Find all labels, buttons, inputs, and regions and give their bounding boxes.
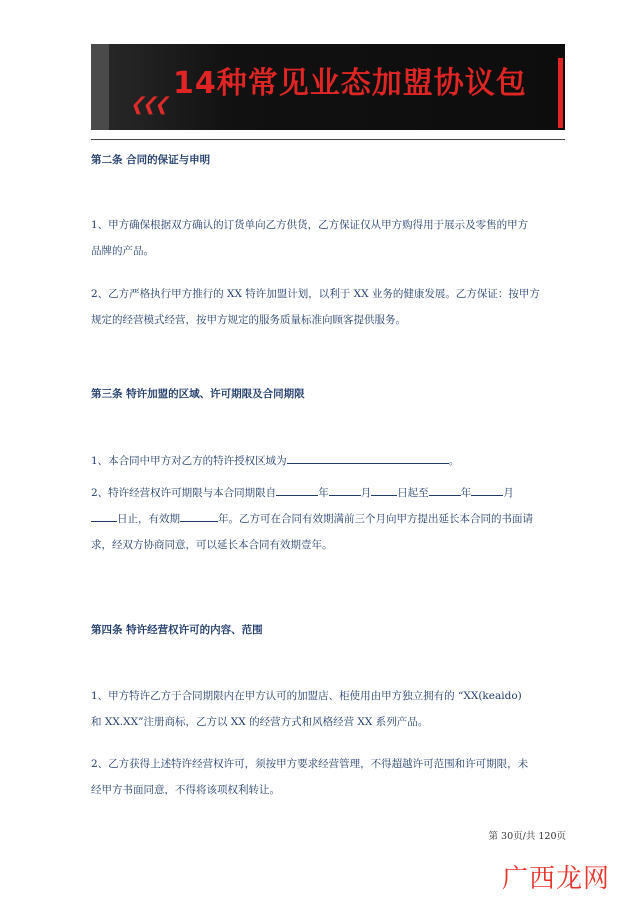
text-line: 经甲方书面同意，不得将该项权利转让。 bbox=[91, 784, 280, 796]
start-day-blank[interactable] bbox=[371, 484, 397, 496]
text-line: 品牌的产品。 bbox=[91, 245, 154, 257]
text-segment: 。 bbox=[448, 455, 460, 467]
text-line bbox=[91, 506, 567, 532]
text-line: 1、甲方特许乙方于合同期限内在甲方认可的加盟店、柜使用由甲方独立拥有的 “XX(keaido) bbox=[91, 690, 522, 702]
text-segment: 月 bbox=[360, 487, 372, 499]
page-number: 第 30页/共 120页 bbox=[488, 831, 566, 842]
section-3-paragraph-1 bbox=[91, 448, 567, 474]
text-segment: 年 bbox=[318, 487, 329, 499]
text-segment: 月 bbox=[503, 487, 514, 499]
start-month-blank[interactable] bbox=[329, 484, 361, 496]
text-line: 2、乙方严格执行甲方推行的 XX 特许加盟计划，以利于 XX 业务的健康发展。乙方保证：按甲方 bbox=[91, 288, 540, 300]
text-line: 规定的经营模式经营，按甲方规定的服务质量标准向顾客提供服务。 bbox=[91, 314, 406, 326]
section-2-paragraph-1 bbox=[91, 212, 567, 264]
text-segment: 日起至 bbox=[397, 487, 429, 499]
section-3-paragraph-2 bbox=[91, 480, 567, 558]
watermark-logo: 广西龙网 bbox=[501, 864, 610, 894]
header-banner bbox=[91, 44, 565, 130]
territory-blank[interactable] bbox=[287, 452, 449, 464]
validity-years-blank[interactable] bbox=[180, 510, 218, 522]
start-year-blank[interactable] bbox=[276, 484, 318, 496]
chevrons-icon: ❮❮❮ bbox=[128, 94, 171, 115]
text-line bbox=[91, 480, 567, 506]
text-line bbox=[91, 448, 567, 474]
section-3-heading: 第三条 特许加盟的区域、许可期限及合同期限 bbox=[91, 388, 305, 400]
banner-left-accent bbox=[91, 44, 109, 130]
text-segment: 年。乙方可在合同有效期满前三个月向甲方提出延长本合同的书面请 bbox=[218, 513, 533, 525]
text-segment: 2、特许经营权许可期限与本合同期限自 bbox=[91, 487, 277, 499]
text-line: 求，经双方协商同意，可以延长本合同有效期壹年。 bbox=[91, 539, 333, 551]
text-segment: 年 bbox=[460, 487, 472, 499]
section-2-paragraph-2 bbox=[91, 281, 567, 333]
section-4-heading: 第四条 特许经营权许可的内容、范围 bbox=[91, 624, 263, 636]
end-day-blank[interactable] bbox=[91, 510, 117, 522]
text-line: 和 XX.XX”注册商标，乙方以 XX 的经营方式和风格经营 XX 系列产品。 bbox=[91, 716, 429, 728]
section-4-paragraph-1 bbox=[91, 683, 567, 735]
text-line: 2、乙方获得上述特许经营权许可，须按甲方要求经营管理，不得超越许可范围和许可期限，未 bbox=[91, 758, 529, 770]
section-2-heading: 第二条 合同的保证与申明 bbox=[91, 154, 211, 166]
end-month-blank[interactable] bbox=[471, 484, 503, 496]
text-segment: 日止，有效期 bbox=[117, 513, 180, 525]
banner-title: 14种常见业态加盟协议包 bbox=[173, 66, 527, 101]
banner-accent-bar bbox=[558, 58, 563, 128]
header-divider bbox=[91, 139, 565, 140]
text-line: 1、甲方确保根据双方确认的订货单向乙方供货，乙方保证仅从甲方购得用于展示及零售的甲方 bbox=[91, 219, 529, 231]
section-4-paragraph-2 bbox=[91, 751, 567, 803]
text-segment: 1、本合同中甲方对乙方的特许授权区域为 bbox=[91, 455, 287, 467]
end-year-blank[interactable] bbox=[429, 484, 461, 496]
